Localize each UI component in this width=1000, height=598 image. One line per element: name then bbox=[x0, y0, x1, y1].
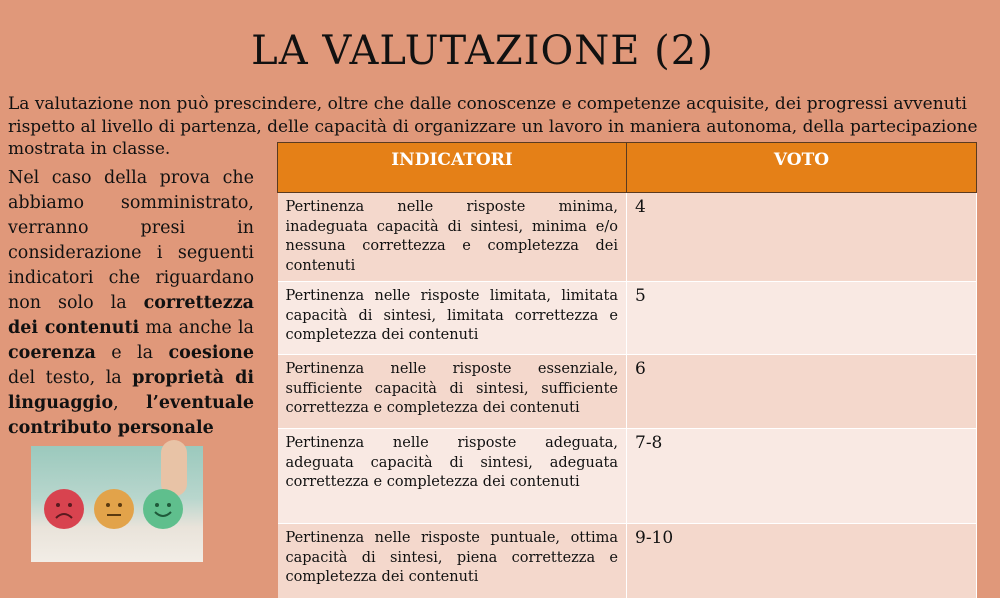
left-text-2: ma anche la bbox=[139, 318, 254, 338]
left-text-3: e la bbox=[95, 343, 169, 363]
intro-paragraph: La valutazione non può prescindere, oltre che dalle conoscenze e competenze acquisite, dei progressi avvenuti rispetto al livello di partenza, delle capacità di organizzare un lavoro in maniera autonoma, della partecipazione mostrata in classe. bbox=[8, 94, 978, 159]
indicator-cell: Pertinenza nelle risposte limitata, limitata capacità di sintesi, limitata correttezza e completezza dei contenuti bbox=[278, 282, 627, 355]
left-paragraph bbox=[8, 166, 254, 441]
slide-title: LA VALUTAZIONE (2) bbox=[251, 28, 714, 74]
left-text-5: , bbox=[113, 393, 147, 413]
left-bold-5: l’eventuale contributo personale bbox=[8, 393, 254, 438]
voto-cell: 5 bbox=[627, 282, 977, 355]
left-bold-2: coerenza bbox=[8, 343, 96, 363]
table-row bbox=[278, 524, 977, 598]
left-bold-1: correttezza dei contenuti bbox=[8, 293, 254, 338]
left-text-1: Nel caso della prova che abbiamo somministrato, verranno presi in considerazione i seguenti indicatori che riguardano non solo la bbox=[8, 168, 254, 313]
voto-cell: 4 bbox=[627, 193, 977, 282]
table-row bbox=[278, 355, 977, 429]
table-row bbox=[278, 193, 977, 282]
indicator-cell: Pertinenza nelle risposte essenziale, sufficiente capacità di sintesi, sufficiente correttezza e completezza dei contenuti bbox=[278, 355, 627, 429]
left-text-4: del testo, la bbox=[8, 368, 133, 388]
table-header-row bbox=[278, 143, 977, 193]
neutral-face-icon bbox=[94, 489, 134, 529]
sad-face-icon bbox=[44, 489, 84, 529]
emoji-faces-image bbox=[31, 446, 203, 562]
indicator-cell: Pertinenza nelle risposte minima, inadeguata capacità di sintesi, minima e/o nessuna correttezza e completezza dei contenuti bbox=[278, 193, 627, 282]
indicator-cell: Pertinenza nelle risposte puntuale, ottima capacità di sintesi, piena correttezza e completezza dei contenuti bbox=[278, 524, 627, 598]
evaluation-table bbox=[277, 142, 976, 585]
voto-cell: 7-8 bbox=[627, 429, 977, 524]
table-row bbox=[278, 282, 977, 355]
header-voto: VOTO bbox=[627, 143, 977, 193]
happy-face-icon bbox=[143, 489, 183, 529]
finger-icon bbox=[161, 440, 187, 496]
left-bold-4: proprietà di linguaggio bbox=[8, 368, 254, 413]
voto-cell: 6 bbox=[627, 355, 977, 429]
voto-cell: 9-10 bbox=[627, 524, 977, 598]
table-row bbox=[278, 429, 977, 524]
header-indicatori: INDICATORI bbox=[278, 143, 627, 193]
left-bold-3: coesione bbox=[168, 343, 254, 363]
indicator-cell: Pertinenza nelle risposte adeguata, adeguata capacità di sintesi, adeguata correttezza e completezza dei contenuti bbox=[278, 429, 627, 524]
